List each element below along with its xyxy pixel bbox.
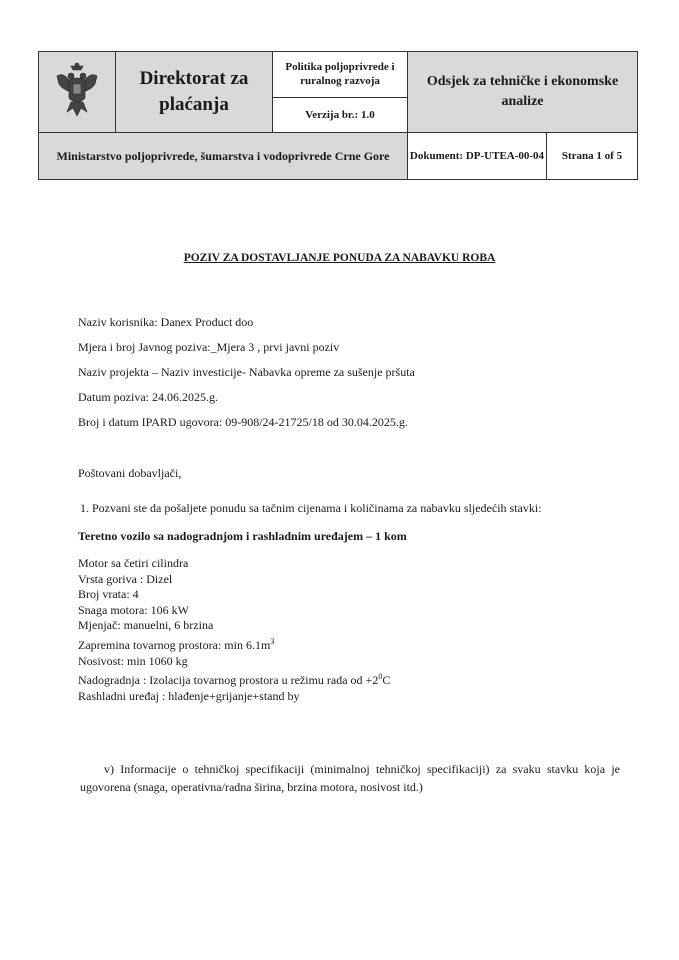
info-beneficiary: Naziv korisnika: Danex Product doo — [78, 315, 254, 329]
directorate-name: Direktorat za plaćanja — [116, 52, 273, 133]
department-name: Odsjek za tehničke i ekonomske analize — [408, 52, 638, 133]
spec-gearbox: Mjenjač: manuelni, 6 brzina — [78, 618, 214, 633]
spec-engine: Motor sa četiri cilindra — [78, 556, 189, 570]
item-title: Teretno vozilo sa nadogradnjom i rashladnim uređajem – 1 kom — [78, 529, 407, 543]
info-date: Datum poziva: 24.06.2025.g. — [78, 390, 218, 404]
montenegro-coat-of-arms-icon — [55, 62, 99, 118]
version-label: Verzija br.: 1.0 — [273, 97, 408, 132]
document-header — [38, 51, 638, 180]
info-contract: Broj i datum IPARD ugovora: 09-908/24-21725/18 od 30.04.2025.g. — [78, 415, 408, 429]
greeting: Poštovani dobavljači, — [78, 466, 182, 480]
spec-list — [78, 556, 390, 704]
spec-payload: Nosivost: min 1060 kg — [78, 653, 188, 668]
spec-insulation: Nadogradnja : Izolacija tovarnog prostora u režimu rada od $+2^0C$ — [78, 672, 391, 688]
policy-label: Politika poljoprivrede i ruralnog razvoja — [273, 52, 408, 98]
spec-volume: Zapremina tovarnog prostora: $\min 6.1m^3$ — [78, 636, 275, 652]
document-number: Dokument: DP-UTEA-00-04 — [408, 133, 547, 180]
ministry-name: Ministarstvo poljoprivrede, šumarstva i vodoprivrede Crne Gore — [39, 133, 408, 180]
page-number: Strana 1 of 5 — [547, 133, 638, 180]
document-title: POZIV ZA DOSTAVLJANJE PONUDA ZA NABAVKU ROBA — [183, 252, 496, 264]
invitation-text: 1. Pozvani ste da pošaljete ponudu sa tačnim cijenama i količinama za nabavku sljedećih stavki: — [80, 501, 542, 515]
spec-doors: Broj vrata: 4 — [78, 587, 139, 602]
info-measure: Mjera i broj Javnog poziva:_Mjera 3 , prvi javni poziv — [78, 340, 340, 354]
spec-note: v) Informacije o tehničkoj specifikaciji (minimalnoj tehničkoj specifikaciji) za svaku stavku koja je ugovorena (snaga, operativna/radna širina, brzina motora, nosivost itd.) — [80, 762, 620, 794]
spec-cooling: Rashladni uređaj : hlađenje+grijanje+stand by — [78, 688, 300, 703]
info-project: Naziv projekta – Naziv investicije- Nabavka opreme za sušenje pršuta — [78, 365, 415, 379]
crest-cell — [39, 52, 116, 133]
spec-power: Snaga motora: 106 kW — [78, 602, 189, 617]
spec-fuel: Vrsta goriva : Dizel — [78, 571, 173, 586]
